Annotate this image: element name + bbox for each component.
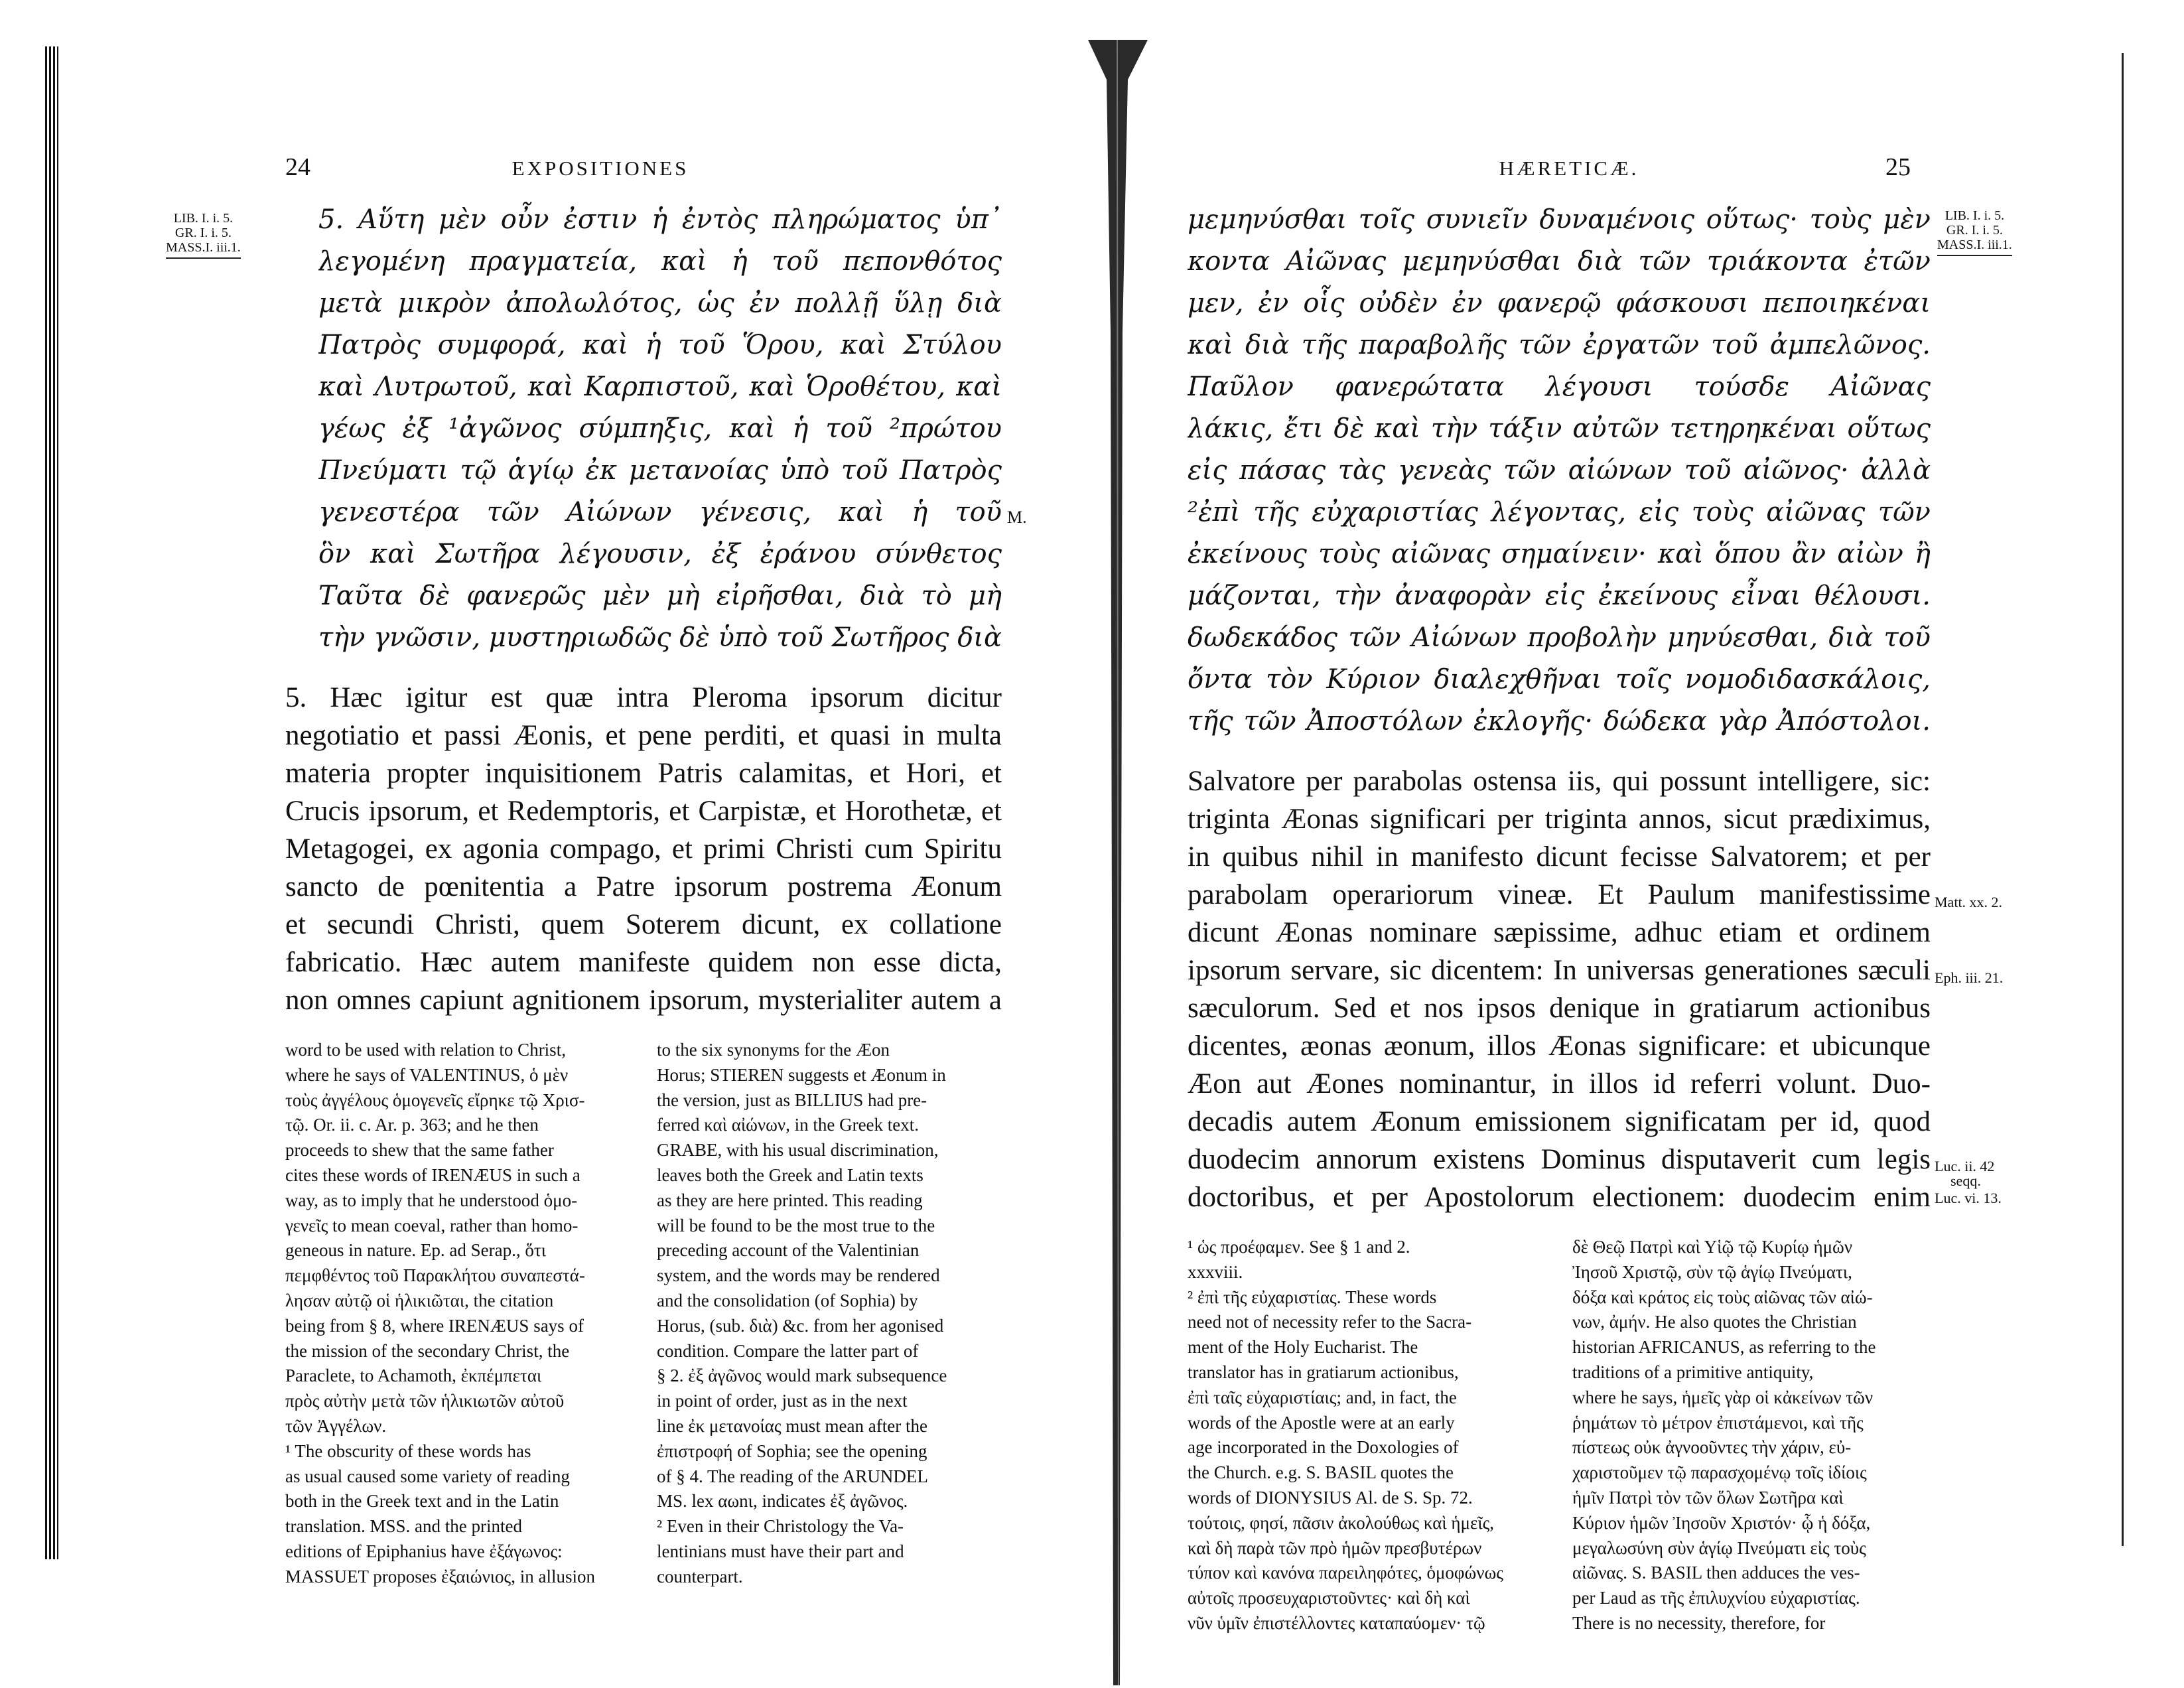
footnote-line: to the six synonyms for the Æon xyxy=(657,1040,890,1060)
footnote-column xyxy=(1188,1235,1546,1636)
text-line: dicunt Æonas nominare sæpissime, adhuc etiam et ordinem xyxy=(1188,917,1931,948)
footnote-line: way, as to imply that he understood ὁμο- xyxy=(285,1190,578,1210)
footnote-line: cites these words of IRENÆUS in such a xyxy=(285,1164,580,1185)
footnote-line: MASSUET proposes ἐξαιώνιος, in allusion xyxy=(285,1566,595,1586)
margin-reference xyxy=(1937,208,2012,256)
left-page xyxy=(166,153,1027,1590)
footnote-line: νῦν ὑμῖν ἐπιστέλλοντες καταπαύομεν· τῷ xyxy=(1188,1612,1485,1633)
page-number: 25 xyxy=(1885,153,1911,181)
text-line: Crucis ipsorum, et Redemptoris, et Carpistæ, et Horothetæ, et xyxy=(285,796,1002,827)
footnote-line: word to be used with relation to Christ, xyxy=(285,1040,566,1060)
text-line: γενεστέρα τῶν Αἰώνων γένεσις, καὶ ἡ τοῦ xyxy=(318,497,1002,528)
footnote-line: being from § 8, where IRENÆUS says of xyxy=(285,1315,584,1336)
footnote-column xyxy=(285,1038,630,1590)
text-line: Salvatore per parabolas ostensa iis, qui possunt intelligere, sic: xyxy=(1188,766,1931,797)
right-page-edge xyxy=(2122,53,2124,1546)
left-page-edge xyxy=(45,46,58,1559)
book-gutter xyxy=(1088,0,1148,1688)
footnote-line: ment of the Holy Eucharist. The xyxy=(1188,1337,1418,1358)
text-line: εἰς πάσας τὰς γενεὰς τῶν αἰώνων τοῦ αἰῶνος· ἀλλὰ xyxy=(1188,455,1931,486)
text-line: μεμηνύσθαι τοῖς συνιεῖν δυναμένοις οὕτως· τοὺς μὲν xyxy=(1188,204,1931,235)
margin-ref-line: GR. I. i. 5. xyxy=(1946,223,2003,238)
footnote-line: ¹ ὡς προέφαμεν. See § 1 and 2. xyxy=(1188,1237,1410,1257)
text-line: triginta Æonas significari per triginta annos, sicut prædiximus, xyxy=(1188,804,1931,835)
footnote-line: Ἰησοῦ Χριστῷ, σὺν τῷ ἁγίῳ Πνεύματι, xyxy=(1572,1261,1852,1282)
text-line: μετὰ μικρὸν ἀπολωλότος, ὡς ἐν πολλῇ ὕλῃ διὰ xyxy=(318,288,1002,318)
footnote-line: in point of order, just as in the next xyxy=(657,1391,908,1411)
margin-ref-line: GR. I. i. 5. xyxy=(174,226,232,240)
footnote-line: τοὺς ἀγγέλους ὁμογενεῖς εἴρηκε τῷ Χρισ- xyxy=(285,1090,585,1110)
text-line: Πατρὸς συμφορά, καὶ ἡ τοῦ Ὅρου, καὶ Στύλου xyxy=(318,330,1002,360)
text-line: non omnes capiunt agnitionem ipsorum, mysterialiter autem a xyxy=(285,985,1002,1016)
footnote-line: τύπον καὶ κανόνα παρειληφότες, ὁμοφώνως xyxy=(1188,1563,1503,1583)
footnote-line: the version, just as BILLIUS had pre- xyxy=(657,1090,927,1110)
footnote-line: as usual caused some variety of reading xyxy=(285,1466,570,1486)
footnote-line: μεγαλωσύνη σὺν ἁγίῳ Πνεύματι εἰς τοὺς xyxy=(1572,1537,1866,1558)
text-line: fabricatio. Hæc autem manifeste quidem non esse dicta, xyxy=(285,947,1002,978)
footnote-line: editions of Epiphanius have ἐξάγωνος: xyxy=(285,1541,563,1561)
text-line: ὃν καὶ Σωτῆρα λέγουσιν, ἐξ ἐράνου σύνθετος xyxy=(318,539,1002,569)
margin-citation: Luc. vi. 13. xyxy=(1935,1190,2002,1206)
text-line: Æon aut Æones nominantur, in illos id referri volunt. Duo- xyxy=(1188,1068,1931,1099)
footnote-line: words of DIONYSIUS Al. de S. Sp. 72. xyxy=(1188,1487,1473,1508)
footnote-line: ἐπιστροφή of Sophia; see the opening xyxy=(657,1441,927,1461)
margin-citation: Luc. ii. 42 xyxy=(1935,1158,1995,1174)
footnote-column xyxy=(1572,1235,1931,1636)
footnote-line: proceeds to shew that the same father xyxy=(285,1140,554,1160)
text-line: μεν, ἐν οἷς οὐδὲν ἐν φανερῷ φάσκουσι πεποιηκέναι xyxy=(1188,288,1931,318)
text-line: negotiatio et passi Æonis, et pene perditi, et quasi in multa xyxy=(285,720,1002,751)
footnote-line: preceding account of the Valentinian xyxy=(657,1240,920,1261)
text-line: doctoribus, et per Apostolorum electionem: duodecim enim xyxy=(1188,1182,1931,1213)
footnote-line: MS. lex αωnι, indicates ἐξ ἀγῶνος. xyxy=(657,1491,908,1512)
footnote-line: per Laud as τῆς ἐπιλυχνίου εὐχαριστίας. xyxy=(1572,1588,1860,1608)
footnote-line: δὲ Θεῷ Πατρὶ καὶ Υἱῷ τῷ Κυρίῳ ἡμῶν xyxy=(1572,1237,1853,1257)
text-line: sancto de pœnitentia a Patre ipsorum postrema Æonum xyxy=(285,871,1002,902)
footnote-line: γενεῖς to mean coeval, rather than homo- xyxy=(285,1215,579,1235)
footnote-line: § 2. ἐξ ἀγῶνος would mark subsequence xyxy=(657,1366,947,1386)
margin-ref-line: LIB. I. i. 5. xyxy=(1945,208,2005,223)
margin-ref-line: LIB. I. i. 5. xyxy=(173,211,234,226)
footnote-line: Κύριον ἡμῶν Ἰησοῦν Χριστόν· ᾧ ἡ δόξα, xyxy=(1572,1512,1871,1533)
footnote-line: καὶ δὴ παρὰ τῶν πρὸ ἡμῶν πρεσβυτέρων xyxy=(1188,1537,1482,1558)
text-line: ipsorum servare, sic dicentem: In universas generationes sæculi xyxy=(1188,955,1931,986)
greek-text xyxy=(199,199,1002,659)
margin-ref-line: MASS.I. iii.1. xyxy=(1937,238,2012,252)
footnote-line: Horus; STIEREN suggests et Æonum in xyxy=(657,1064,946,1085)
footnote-line: πρὸς αὐτὴν μετὰ τῶν ἡλικιωτῶν αὐτοῦ xyxy=(285,1391,565,1411)
footnote-line: ² Even in their Christology the Va- xyxy=(657,1516,904,1537)
footnote-line: δόξα καὶ κράτος εἰς τοὺς αἰῶνας τῶν αἰώ- xyxy=(1572,1287,1873,1307)
text-line: ὄντα τὸν Κύριον διαλεχθῆναι τοῖς νομοδιδασκάλοις, xyxy=(1188,664,1931,695)
text-line: δωδεκάδος τῶν Αἰώνων προβολὴν μηνύεσθαι, διὰ τοῦ xyxy=(1188,622,1931,653)
footnote-line: of § 4. The reading of the ARUNDEL xyxy=(657,1466,928,1486)
margin-rule xyxy=(1937,255,2012,256)
text-line: Metagogei, ex agonia compago, et primi Christi cum Spiritu xyxy=(285,833,1002,865)
footnote-line: ῥημάτων τὸ μέτρον ἐπιστάμενοι, καὶ τῆς xyxy=(1572,1412,1864,1433)
text-line: sæculorum. Sed et nos ipsos denique in gratiarum actionibus xyxy=(1188,993,1931,1024)
text-line: λεγομένη πραγματεία, καὶ ἡ τοῦ πεπονθότος xyxy=(318,246,1002,277)
text-line: ἐκείνους τοὺς αἰῶνας σημαίνειν· καὶ ὅπου ἂν αἰὼν ἢ xyxy=(1188,539,1931,569)
footnote-line: GRABE, with his usual discrimination, xyxy=(657,1140,939,1160)
running-title: HÆRETICÆ. xyxy=(1499,157,1639,180)
text-line: Παῦλον φανερώτατα λέγουσι τούσδε Αἰῶνας xyxy=(1188,372,1931,402)
footnote-line: age incorporated in the Doxologies of xyxy=(1188,1437,1459,1458)
footnote-line: χαριστοῦμεν τῷ παρασχομένῳ τοῖς ἰδίοις xyxy=(1572,1462,1867,1483)
footnote-line: the mission of the secondary Christ, the xyxy=(285,1340,570,1361)
footnote-line: system, and the words may be rendered xyxy=(657,1265,940,1286)
footnote-line: λησαν αὐτῷ οἱ ἡλικιῶται, the citation xyxy=(285,1290,554,1310)
footnote-line: τῶν Ἀγγέλων. xyxy=(285,1415,387,1436)
footnote-line: αὐτοῖς προσευχαριστοῦντες· καὶ δὴ καὶ xyxy=(1188,1588,1470,1608)
margin-citation: seqq. xyxy=(1950,1172,1981,1189)
footnote-line: leaves both the Greek and Latin texts xyxy=(657,1164,923,1185)
footnote-column xyxy=(657,1038,1002,1590)
footnote-line: translator has in gratiarum actionibus, xyxy=(1188,1362,1459,1382)
footnote-line: line ἐκ μετανοίας must mean after the xyxy=(657,1415,927,1436)
text-line: parabolam operariorum vineæ. Et Paulum manifestissime xyxy=(1188,879,1931,910)
right-running-head xyxy=(1188,153,1950,199)
footnote-line: ἐπὶ ταῖς εὐχαριστίαις; and, in fact, the xyxy=(1188,1387,1457,1407)
footnote-line: lentinians must have their part and xyxy=(657,1541,904,1561)
footnote-line: ἡμῖν Πατρὶ τὸν τῶν ὅλων Σωτῆρα καὶ xyxy=(1572,1487,1844,1508)
footnote-line: Horus, (sub. διὰ) &c. from her agonised xyxy=(657,1315,944,1336)
text-line: dicentes, æonas æonum, illos Æonas significare: et ubicunque xyxy=(1188,1030,1931,1062)
text-line: καὶ διὰ τῆς παραβολῆς τῶν ἐργατῶν τοῦ ἀμπελῶνος. xyxy=(1188,330,1931,360)
footnotes xyxy=(199,1038,1002,1590)
running-title: EXPOSITIONES xyxy=(512,157,689,180)
text-line: duodecim annorum existens Dominus disputaverit cum legis xyxy=(1188,1144,1931,1175)
right-page xyxy=(1188,153,2012,1636)
page-number: 24 xyxy=(285,153,310,181)
text-line: γέως ἐξ ¹ἀγῶνος σύμπηξις, καὶ ἡ τοῦ ²πρώτου xyxy=(318,413,1002,444)
latin-text xyxy=(1188,762,2004,1216)
footnote-line: There is no necessity, therefore, for xyxy=(1572,1612,1826,1633)
footnote-line: will be found to be the most true to the xyxy=(657,1215,935,1235)
text-line: et secundi Christi, quem Soterem dicunt, ex collatione xyxy=(285,909,1002,940)
greek-text xyxy=(1188,199,1931,742)
text-line: materia propter inquisitionem Patris calamitas, et Hori, et xyxy=(285,758,1002,789)
footnote-line: ² ἐπὶ τῆς εὐχαριστίας. These words xyxy=(1188,1287,1437,1307)
text-line: 5. Αὕτη μὲν οὖν ἐστιν ἡ ἐντὸς πληρώματος ὑπ᾽ xyxy=(318,204,1002,235)
margin-citation: Eph. iii. 21. xyxy=(1935,969,2004,986)
latin-text xyxy=(199,679,1002,1019)
text-line: τὴν γνῶσιν, μυστηριωδῶς δὲ ὑπὸ τοῦ Σωτῆρος διὰ xyxy=(318,622,1002,653)
text-line: κοντα Αἰῶνας μεμηνύσθαι διὰ τῶν τριάκοντα ἐτῶν xyxy=(1188,246,1931,277)
footnote-line: and the consolidation (of Sophia) by xyxy=(657,1290,918,1310)
footnote-line: words of the Apostle were at an early xyxy=(1188,1412,1455,1433)
left-running-head xyxy=(199,153,1002,199)
footnote-line: ferred καὶ αἰώνων, in the Greek text. xyxy=(657,1115,920,1135)
footnote-line: xxxviii. xyxy=(1188,1261,1243,1282)
footnote-line: αἰῶνας. S. BASIL then adduces the ves- xyxy=(1572,1563,1860,1583)
margin-citation: Matt. xx. 2. xyxy=(1935,894,2003,910)
footnote-line: translation. MSS. and the printed xyxy=(285,1516,522,1537)
footnote-line: counterpart. xyxy=(657,1566,743,1586)
footnote-line: traditions of a primitive antiquity, xyxy=(1572,1362,1814,1382)
footnote-line: τῷ. Or. ii. c. Ar. p. 363; and he then xyxy=(285,1115,539,1135)
footnote-line: ¹ The obscurity of these words has xyxy=(285,1441,531,1461)
footnote-line: τούτοις, φησί, πᾶσιν ἀκολούθως καὶ ἡμεῖς, xyxy=(1188,1512,1495,1533)
footnote-line: both in the Greek text and in the Latin xyxy=(285,1491,559,1512)
margin-marker-m: M. xyxy=(1007,508,1027,527)
footnote-line: where he says of VALENTINUS, ὁ μὲν xyxy=(285,1064,569,1085)
footnote-line: πεμφθέντος τοῦ Παρακλήτου συναπεστά- xyxy=(285,1265,585,1286)
footnote-line: condition. Compare the latter part of xyxy=(657,1340,919,1361)
text-line: Πνεύματι τῷ ἁγίῳ ἐκ μετανοίας ὑπὸ τοῦ Πατρὸς xyxy=(318,455,1002,486)
margin-ref-line: MASS.I. iii.1. xyxy=(166,240,241,255)
footnote-line: the Church. e.g. S. BASIL quotes the xyxy=(1188,1462,1454,1483)
footnote-line: πίστεως οὐκ ἀγνοοῦντες τὴν χάριν, εὐ- xyxy=(1572,1437,1852,1458)
footnote-line: need not of necessity refer to the Sacra- xyxy=(1188,1312,1472,1332)
text-line: 5. Hæc igitur est quæ intra Pleroma ipsorum dicitur xyxy=(285,682,1002,713)
text-line: decadis autem Æonum emissionem significatam per id, quod xyxy=(1188,1106,1931,1137)
footnote-line: geneous in nature. Ep. ad Serap., ὅτι xyxy=(285,1240,547,1261)
footnote-line: νων, ἀμήν. He also quotes the Christian xyxy=(1572,1312,1857,1332)
text-line: λάκις, ἔτι δὲ καὶ τὴν τάξιν αὐτῶν τετηρηκέναι οὕτως xyxy=(1188,413,1931,444)
text-line: μάζονται, τὴν ἀναφορὰν εἰς ἐκείνους εἶναι θέλουσι. xyxy=(1188,581,1931,611)
text-line: in quibus nihil in manifesto dicunt fecisse Salvatorem; et per xyxy=(1188,841,1931,873)
footnote-line: as they are here printed. This reading xyxy=(657,1190,923,1210)
text-line: καὶ Λυτρωτοῦ, καὶ Καρπιστοῦ, καὶ Ὁροθέτου, καὶ xyxy=(318,372,1002,402)
footnote-line: where he says, ἡμεῖς γὰρ οἱ κἀκείνων τῶν xyxy=(1572,1387,1874,1407)
footnote-line: Paraclete, to Achamoth, ἐκπέμπεται xyxy=(285,1366,542,1386)
text-line: ²ἐπὶ τῆς εὐχαριστίας λέγοντας, εἰς τοὺς αἰῶνας τῶν xyxy=(1188,497,1931,528)
text-line: Ταῦτα δὲ φανερῶς μὲν μὴ εἰρῆσθαι, διὰ τὸ μὴ xyxy=(318,581,1002,611)
footnote-line: historian AFRICANUS, as referring to the xyxy=(1572,1337,1876,1358)
text-line: τῆς τῶν Ἀποστόλων ἐκλογῆς· δώδεκα γὰρ Ἀπόστολοι. xyxy=(1188,706,1931,737)
footnotes xyxy=(1188,1235,1931,1636)
